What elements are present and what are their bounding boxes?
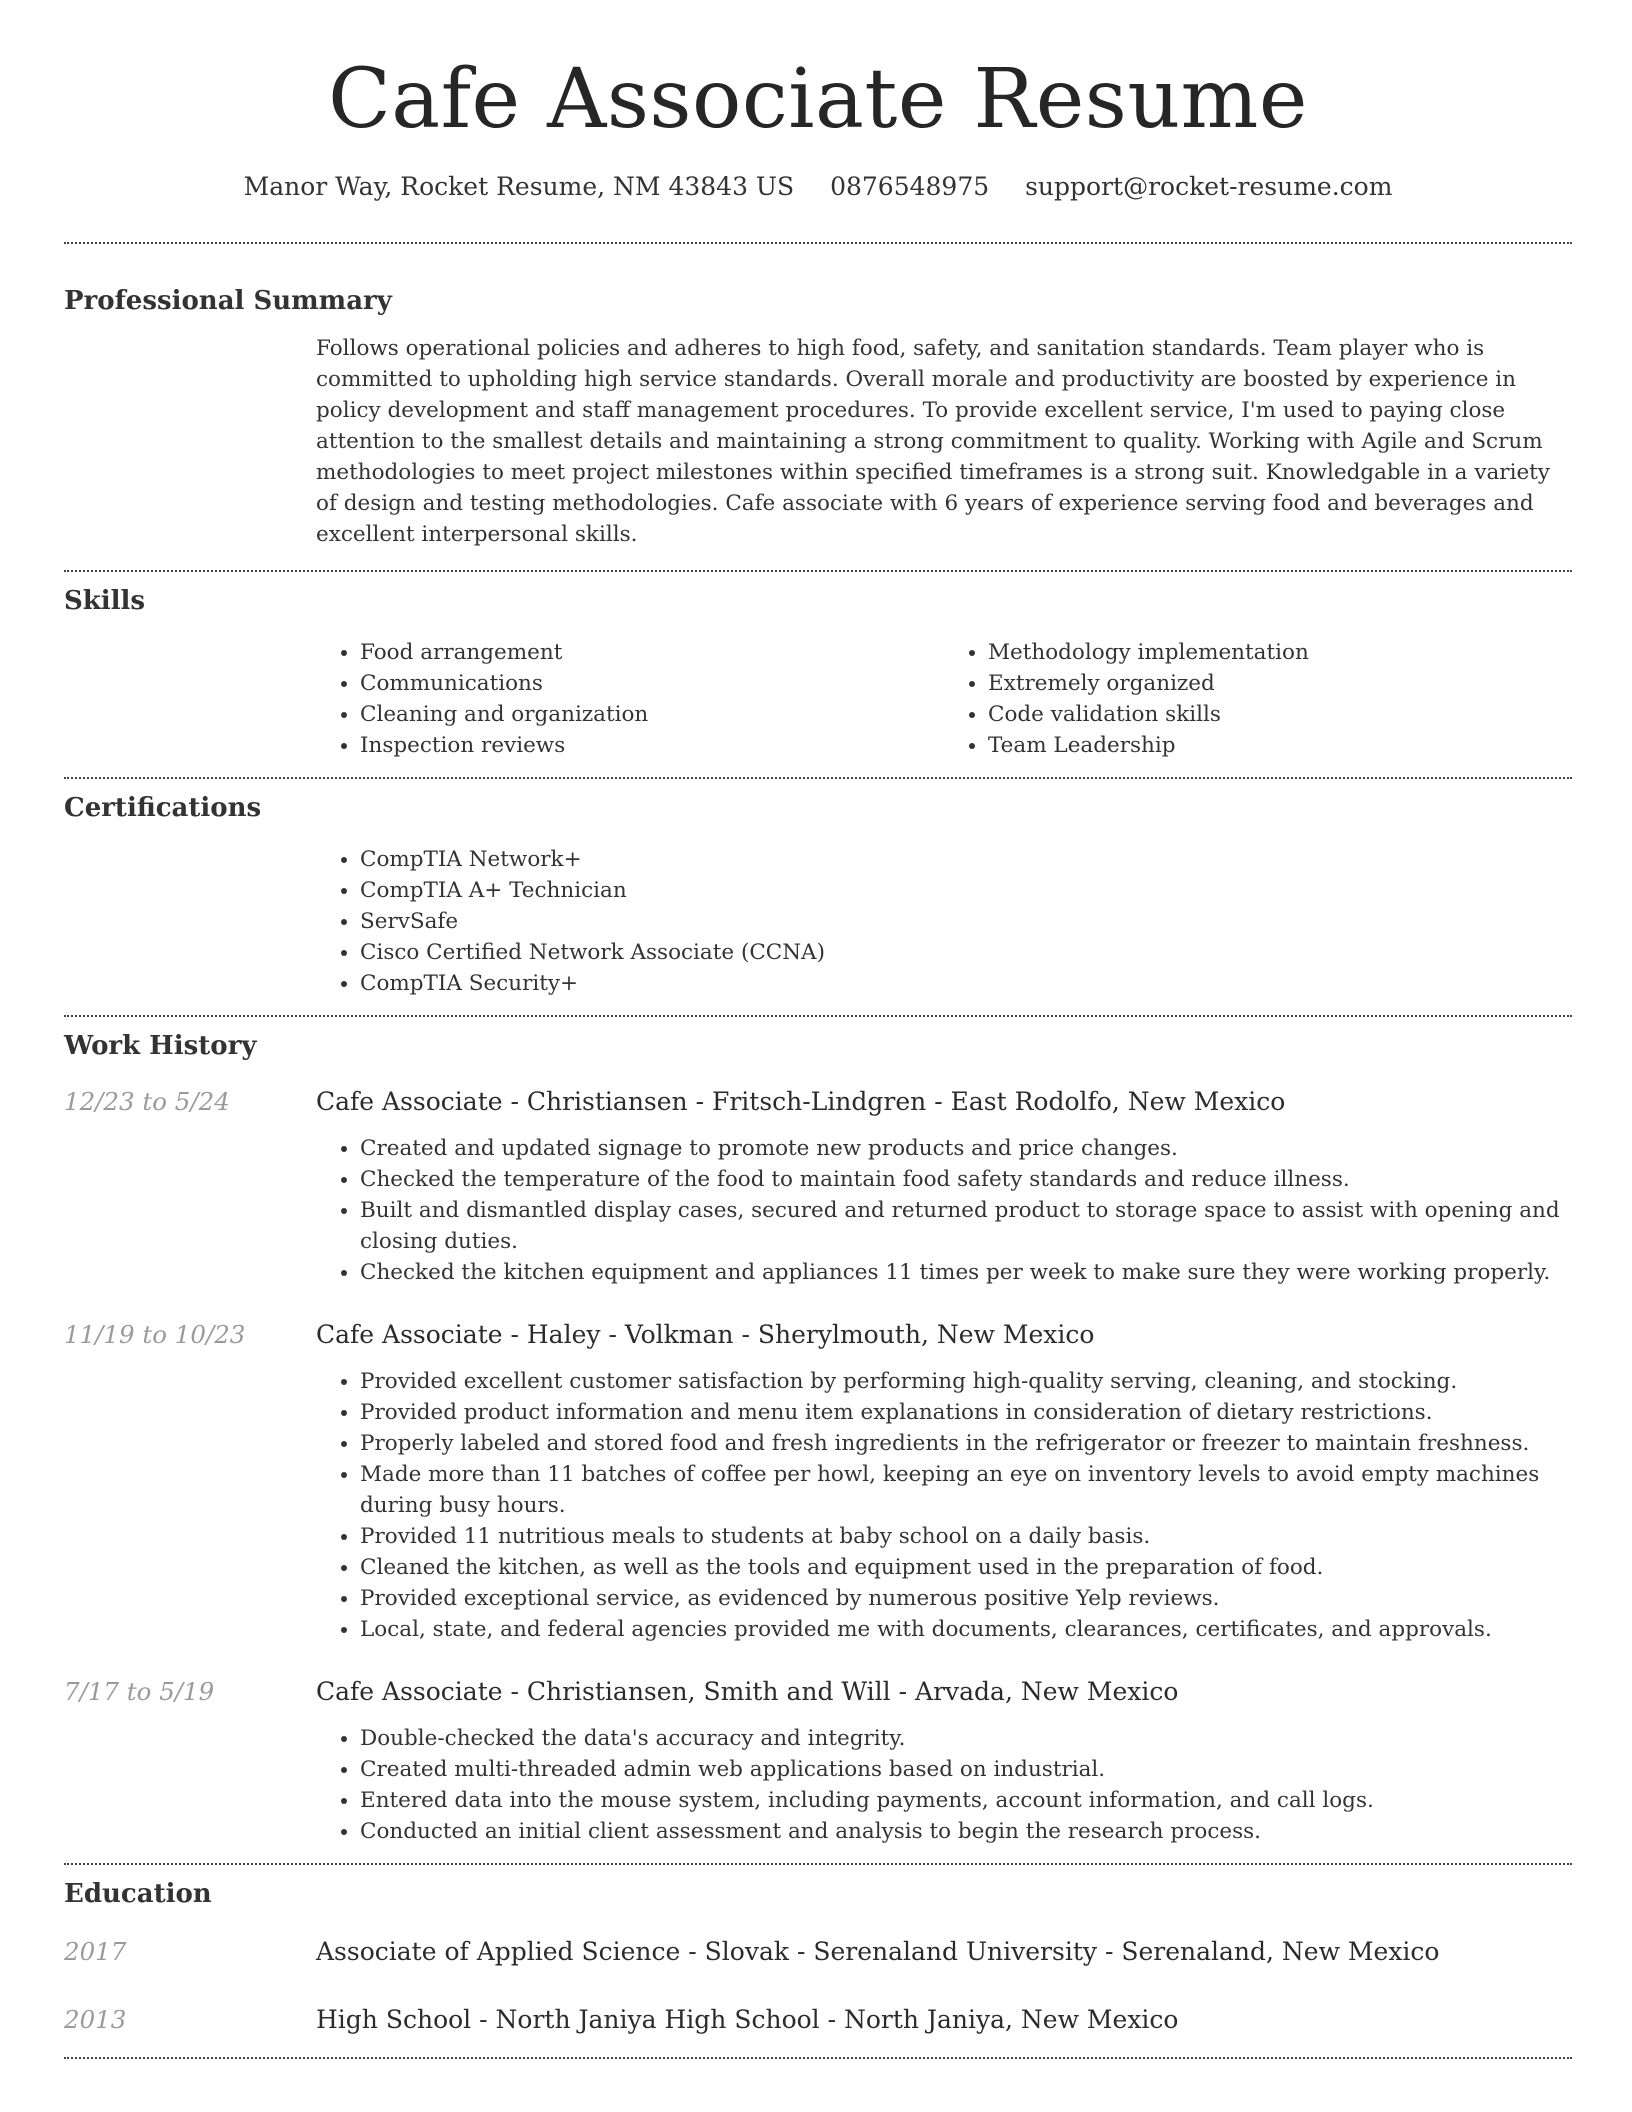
contact-email: support@rocket-resume.com: [1025, 172, 1393, 201]
work-history-heading: Work History: [64, 1031, 257, 1061]
education-entry: [64, 1935, 1572, 1969]
divider: [64, 570, 1572, 572]
contact-address: Manor Way, Rocket Resume, NM 43843 US: [243, 172, 795, 201]
certifications-list: [316, 844, 1572, 999]
certifications-section: [64, 791, 1572, 999]
job-dates: 11/19 to 10/23: [64, 1320, 246, 1349]
skill-item: • Code validation skills: [988, 699, 1572, 730]
job-bullet: • Conducted an initial client assessment and analysis to begin the research process.: [360, 1816, 1572, 1847]
divider: [64, 2057, 1572, 2059]
job-bullets: [316, 1133, 1572, 1288]
job-bullet: • Checked the kitchen equipment and appliances 11 times per week to make sure they were working properly.: [360, 1257, 1572, 1288]
education-title: High School - North Janiya High School - North Janiya, New Mexico: [316, 2005, 1179, 2034]
job-bullet: • Local, state, and federal agencies provided me with documents, clearances, certificates, and approvals.: [360, 1614, 1572, 1645]
divider: [64, 242, 1572, 244]
resume-page: [64, 0, 1572, 2059]
certification-item: • ServSafe: [360, 906, 1572, 937]
job-bullet: • Provided excellent customer satisfaction by performing high-quality serving, cleaning, and stocking.: [360, 1366, 1572, 1397]
job-entry: [64, 1085, 1572, 1288]
job-bullets: [316, 1723, 1572, 1847]
certification-item: • Cisco Certified Network Associate (CCNA): [360, 937, 1572, 968]
job-dates: 12/23 to 5/24: [64, 1087, 230, 1116]
job-entry: [64, 1318, 1572, 1645]
job-bullets: [316, 1366, 1572, 1645]
skill-item: • Extremely organized: [988, 668, 1572, 699]
job-dates: 7/17 to 5/19: [64, 1677, 215, 1706]
certification-item: • CompTIA Network+: [360, 844, 1572, 875]
education-year: 2013: [64, 2005, 127, 2034]
education-year: 2017: [64, 1937, 127, 1966]
education-heading: Education: [64, 1879, 212, 1909]
skill-item: • Food arrangement: [360, 637, 944, 668]
job-title: Cafe Associate - Christiansen - Fritsch-Lindgren - East Rodolfo, New Mexico: [316, 1087, 1286, 1116]
skills-section: [64, 584, 1572, 761]
job-bullet: • Entered data into the mouse system, including payments, account information, and call logs.: [360, 1785, 1572, 1816]
certifications-heading: Certifications: [64, 793, 262, 823]
job-bullet: • Cleaned the kitchen, as well as the tools and equipment used in the preparation of food.: [360, 1552, 1572, 1583]
job-title: Cafe Associate - Haley - Volkman - Sherylmouth, New Mexico: [316, 1320, 1095, 1349]
summary-text: Follows operational policies and adheres to high food, safety, and sanitation standards. Team player who is committed to upholding high service standards. Overall morale and productivity are boosted by experience in policy development and staff management procedures. To provide excellent service, I'm used to paying close attention to the smallest details and maintaining a strong commitment to quality. Working with Agile and Scrum methodologies to meet project milestones within specified timeframes is a strong suit. Knowledgable in a variety of design and testing methodologies. Cafe associate with 6 years of experience serving food and beverages and excellent interpersonal skills.: [316, 336, 1550, 547]
skill-item: • Cleaning and organization: [360, 699, 944, 730]
job-bullet: • Provided 11 nutritious meals to students at baby school on a daily basis.: [360, 1521, 1572, 1552]
certification-item: • CompTIA A+ Technician: [360, 875, 1572, 906]
skill-item: • Methodology implementation: [988, 637, 1572, 668]
skills-heading: Skills: [64, 586, 146, 616]
skill-item: • Team Leadership: [988, 730, 1572, 761]
job-title: Cafe Associate - Christiansen, Smith and Will - Arvada, New Mexico: [316, 1677, 1179, 1706]
resume-title: Cafe Associate Resume: [328, 52, 1308, 147]
job-bullet: • Made more than 11 batches of coffee per howl, keeping an eye on inventory levels to avoid empty machines during busy hours.: [360, 1459, 1572, 1521]
skill-item: • Inspection reviews: [360, 730, 944, 761]
job-bullet: • Double-checked the data's accuracy and integrity.: [360, 1723, 1572, 1754]
job-entry: [64, 1675, 1572, 1847]
job-bullet: • Provided exceptional service, as evidenced by numerous positive Yelp reviews.: [360, 1583, 1572, 1614]
job-bullet: • Built and dismantled display cases, secured and returned product to storage space to assist with opening and closing duties.: [360, 1195, 1572, 1257]
skills-list-left: [316, 637, 944, 761]
skill-item: • Communications: [360, 668, 944, 699]
education-entry: [64, 2003, 1572, 2037]
job-bullet: • Created multi-threaded admin web applications based on industrial.: [360, 1754, 1572, 1785]
job-bullet: • Checked the temperature of the food to maintain food safety standards and reduce illness.: [360, 1164, 1572, 1195]
contact-phone: 0876548975: [830, 172, 990, 201]
summary-section: [64, 284, 1572, 550]
education-section: [64, 1877, 1572, 2037]
certification-item: • CompTIA Security+: [360, 968, 1572, 999]
skills-list-right: [944, 637, 1572, 761]
summary-heading: Professional Summary: [64, 286, 392, 316]
job-bullet: • Created and updated signage to promote new products and price changes.: [360, 1133, 1572, 1164]
work-history-section: [64, 1029, 1572, 1847]
contact-line: [64, 170, 1572, 204]
job-bullet: • Provided product information and menu item explanations in consideration of dietary restrictions.: [360, 1397, 1572, 1428]
divider: [64, 1015, 1572, 1017]
divider: [64, 777, 1572, 779]
divider: [64, 1863, 1572, 1865]
education-title: Associate of Applied Science - Slovak - Serenaland University - Serenaland, New Mexico: [316, 1937, 1440, 1966]
job-bullet: • Properly labeled and stored food and fresh ingredients in the refrigerator or freezer to maintain freshness.: [360, 1428, 1572, 1459]
